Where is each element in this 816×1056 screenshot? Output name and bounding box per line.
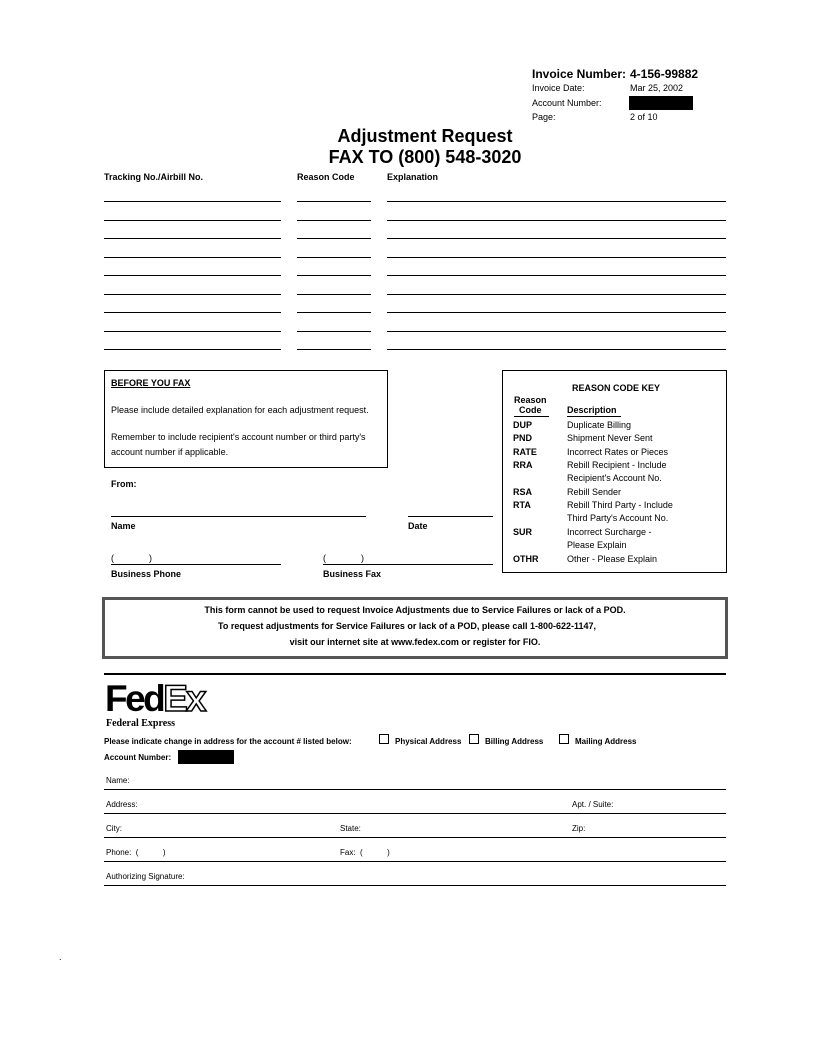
reason-code: SUR: [513, 526, 533, 537]
business-fax-label: Business Fax: [323, 569, 382, 579]
description-header: Description: [567, 405, 617, 415]
account-number-label-2: Account Number:: [104, 753, 172, 762]
header-tracking: Tracking No./Airbill No.: [104, 172, 204, 182]
phone-paren: ( ): [111, 553, 153, 563]
notice-line1: This form cannot be used to request Invoice Adjustments due to Service Failures or lack of a POD.: [204, 605, 626, 615]
reason-code-line[interactable]: [297, 275, 371, 276]
reason-description: Incorrect Rates or Pieces: [567, 446, 669, 457]
tracking-line[interactable]: [104, 238, 281, 239]
phone-input-line[interactable]: [104, 861, 726, 862]
reason-description: Other - Please Explain: [567, 553, 658, 564]
physical-address-checkbox[interactable]: [379, 734, 389, 744]
footer-mark: .: [59, 952, 62, 962]
name-field-label: Name:: [106, 776, 130, 785]
address-input-line[interactable]: [104, 813, 726, 814]
reason-description: Please Explain: [567, 540, 627, 551]
explanation-line[interactable]: [387, 349, 726, 350]
reason-description: Rebill Sender: [567, 486, 622, 497]
explanation-line[interactable]: [387, 294, 726, 295]
page-label: Page:: [532, 112, 556, 122]
reason-description: Rebill Recipient - Include: [567, 460, 667, 471]
reason-description: Third Party's Account No.: [567, 513, 669, 524]
reason-description: Incorrect Surcharge -: [567, 526, 652, 537]
before-fax-line3: account number if applicable.: [111, 447, 229, 457]
reason-code-line[interactable]: [297, 294, 371, 295]
reason-code-header-2: Code: [519, 405, 542, 415]
reason-code-line[interactable]: [297, 257, 371, 258]
explanation-line[interactable]: [387, 201, 726, 202]
date-label: Date: [408, 521, 428, 531]
signature-field-label: Authorizing Signature:: [106, 872, 185, 881]
state-field-label: State:: [340, 824, 361, 833]
date-field[interactable]: [408, 516, 493, 517]
tracking-line[interactable]: [104, 294, 281, 295]
page-value: 2 of 10: [630, 112, 658, 122]
invoice-date-label: Invoice Date:: [532, 83, 585, 93]
reason-description: Duplicate Billing: [567, 420, 632, 430]
address-field-label: Address:: [106, 800, 138, 809]
section-divider: [104, 673, 726, 675]
mailing-address-label: Mailing Address: [575, 737, 637, 746]
tracking-line[interactable]: [104, 275, 281, 276]
explanation-line[interactable]: [387, 331, 726, 332]
reason-code-line[interactable]: [297, 312, 371, 313]
before-fax-heading: BEFORE YOU FAX: [111, 378, 191, 388]
fedex-logo-fed: Fed: [105, 678, 164, 719]
explanation-line[interactable]: [387, 257, 726, 258]
reason-key-title: REASON CODE KEY: [572, 383, 661, 393]
reason-code: RRA: [513, 460, 533, 471]
business-phone-label: Business Phone: [111, 569, 182, 579]
header-explanation: Explanation: [387, 172, 439, 182]
before-fax-line2: Remember to include recipient's account number or third party's: [111, 432, 366, 442]
reason-code-line[interactable]: [297, 201, 371, 202]
redacted-account-number: [629, 96, 693, 110]
reason-description: Rebill Third Party - Include: [567, 500, 673, 511]
billing-address-label: Billing Address: [485, 737, 544, 746]
tracking-line[interactable]: [104, 312, 281, 313]
explanation-line[interactable]: [387, 238, 726, 239]
invoice-date-value: Mar 25, 2002: [630, 83, 684, 93]
tracking-line[interactable]: [104, 331, 281, 332]
reason-code: RTA: [513, 500, 531, 511]
redacted-account-number-2: [178, 750, 234, 764]
code-header-underline: [514, 416, 549, 417]
reason-code: DUP: [513, 420, 533, 430]
phone-field-label: Phone: ( ): [106, 848, 166, 857]
reason-description: Recipient's Account No.: [567, 473, 662, 484]
name-input-line[interactable]: [104, 789, 726, 790]
tracking-line[interactable]: [104, 257, 281, 258]
reason-code-header-1: Reason: [514, 395, 547, 405]
signature-input-line[interactable]: [104, 885, 726, 886]
reason-code: RATE: [513, 446, 537, 457]
reason-code-line[interactable]: [297, 349, 371, 350]
name-label: Name: [111, 521, 136, 531]
notice-line2: To request adjustments for Service Failures or lack of a POD, please call 1-800-622-1147,: [218, 621, 596, 631]
address-change-prompt: Please indicate change in address for the account # listed below:: [104, 737, 352, 746]
physical-address-label: Physical Address: [395, 737, 462, 746]
fedex-logo-sub: Federal Express: [106, 718, 175, 729]
explanation-line[interactable]: [387, 275, 726, 276]
tracking-line[interactable]: [104, 220, 281, 221]
city-field-label: City:: [106, 824, 122, 833]
from-label: From:: [111, 479, 137, 489]
account-number-label: Account Number:: [532, 98, 602, 108]
tracking-line[interactable]: [104, 349, 281, 350]
fedex-logo: [105, 680, 205, 720]
reason-code: PND: [513, 433, 533, 444]
name-field[interactable]: [111, 516, 366, 517]
header-reason-code: Reason Code: [297, 172, 355, 182]
explanation-line[interactable]: [387, 312, 726, 313]
reason-description: Shipment Never Sent: [567, 433, 653, 444]
reason-code-line[interactable]: [297, 238, 371, 239]
business-fax-field[interactable]: [323, 564, 493, 565]
invoice-number-value: 4-156-99882: [630, 67, 699, 81]
description-header-underline: [567, 416, 621, 417]
invoice-number-label: Invoice Number:: [532, 67, 627, 81]
notice-line3: visit our internet site at www.fedex.com or register for FIO.: [289, 637, 541, 647]
reason-code: RSA: [513, 486, 533, 497]
reason-code-line[interactable]: [297, 220, 371, 221]
tracking-line[interactable]: [104, 201, 281, 202]
zip-field-label: Zip:: [572, 824, 586, 833]
explanation-line[interactable]: [387, 220, 726, 221]
page-title: Adjustment Request: [337, 126, 513, 146]
reason-code-line[interactable]: [297, 331, 371, 332]
fax-field-label: Fax: ( ): [340, 848, 390, 857]
reason-code: OTHR: [513, 553, 539, 564]
fedex-logo-ex: Ex: [163, 678, 205, 719]
business-phone-field[interactable]: [111, 564, 281, 565]
fax-paren: ( ): [323, 553, 365, 563]
before-fax-line1: Please include detailed explanation for each adjustment request.: [111, 405, 369, 415]
fax-to-title: FAX TO (800) 548-3020: [328, 147, 522, 167]
apt-field-label: Apt. / Suite:: [572, 800, 614, 809]
billing-address-checkbox[interactable]: [469, 734, 479, 744]
city-input-line[interactable]: [104, 837, 726, 838]
mailing-address-checkbox[interactable]: [559, 734, 569, 744]
